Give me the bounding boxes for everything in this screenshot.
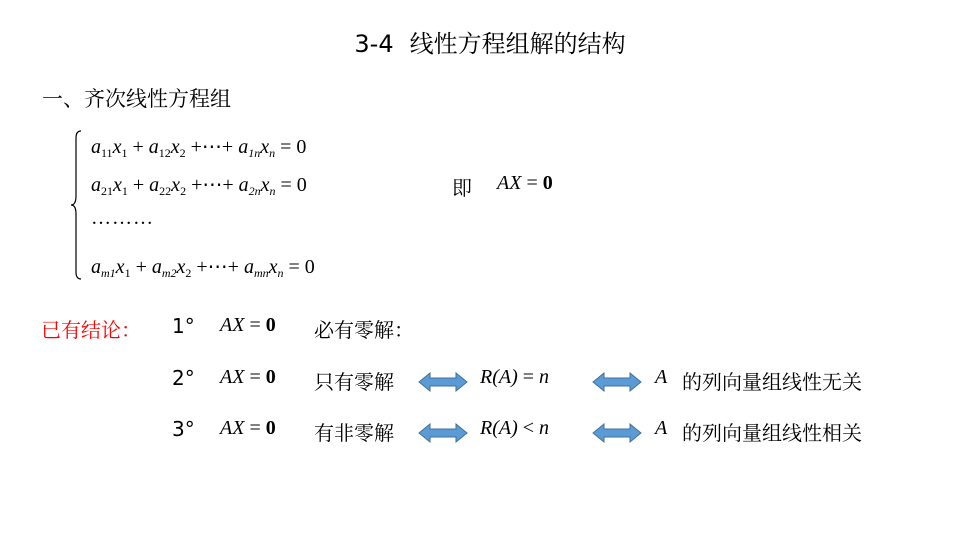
item-2-rank: R(A) = n xyxy=(480,366,550,388)
matrix-equation: AX = 0 xyxy=(497,172,553,194)
item-1-equation: AX = 0 xyxy=(220,314,276,336)
left-brace-icon xyxy=(70,130,82,280)
item-2-result: 的列向量组线性无关 xyxy=(682,370,862,394)
double-arrow-icon xyxy=(592,423,642,443)
double-arrow-icon xyxy=(418,423,468,443)
item-3-equation: AX = 0 xyxy=(220,417,276,439)
item-2-degree: 2° xyxy=(172,366,195,390)
equation-row-2: $a_{21}x_1 + a_{22}x_2$ +⋯+ $a_{2n}x_n = 0$ xyxy=(91,174,307,198)
equation-row-1: $a_{11}x_1 + a_{12}x_2$ +⋯+ $a_{1n}x_n = 0$ xyxy=(91,136,307,160)
item-3-result: 的列向量组线性相关 xyxy=(682,421,862,445)
section-heading: 一、齐次线性方程组 xyxy=(42,87,231,111)
title-number: 3-4 xyxy=(354,30,394,58)
item-3-rank: R(A) < n xyxy=(480,417,550,439)
equation-row-ellipsis: ……… xyxy=(91,207,154,229)
conclusion-label: 已有结论： xyxy=(41,318,141,342)
item-2-matrix: A xyxy=(655,366,668,388)
item-2-text: 只有零解 xyxy=(314,370,394,394)
item-3-text: 有非零解 xyxy=(314,421,394,445)
double-arrow-icon xyxy=(418,372,468,392)
page-title xyxy=(0,24,980,59)
item-1-degree: 1° xyxy=(172,314,195,338)
item-1-text: 必有零解： xyxy=(314,318,414,342)
item-3-matrix: A xyxy=(655,417,668,439)
item-3-degree: 3° xyxy=(172,417,195,441)
equation-row-m: $a_{m1}x_1 + a_{m2}x_2$ +⋯+ $a_{mn}x_n = 0$ xyxy=(91,256,315,280)
ji-label: 即 xyxy=(452,176,472,200)
double-arrow-icon xyxy=(592,372,642,392)
item-2-equation: AX = 0 xyxy=(220,366,276,388)
title-text: 线性方程组解的结构 xyxy=(409,30,626,58)
